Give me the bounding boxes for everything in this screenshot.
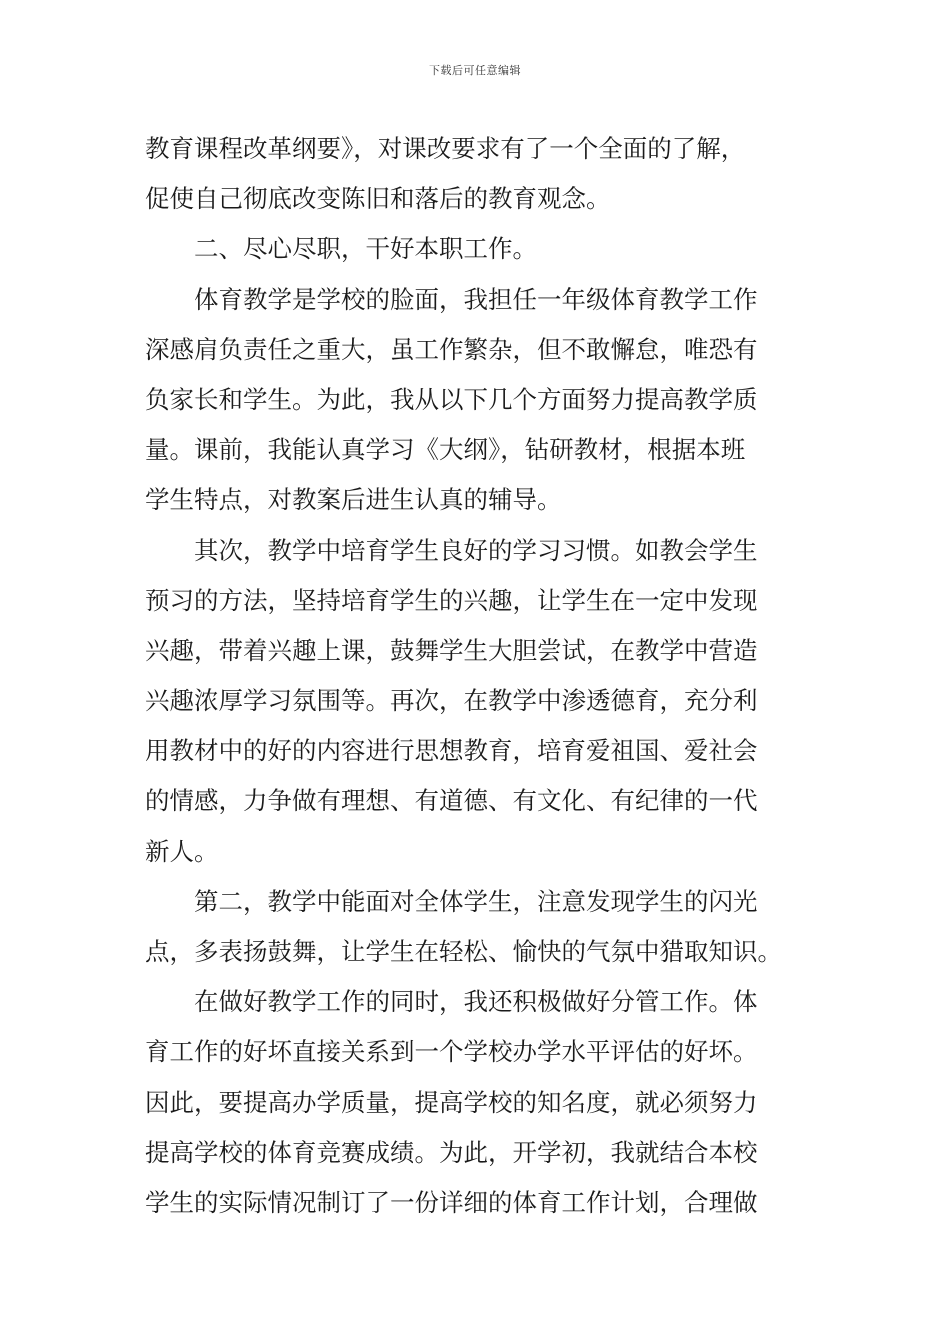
text-line: 兴趣，带着兴趣上课，鼓舞学生大胆尝试，在教学中营造: [145, 635, 758, 665]
text-line: 兴趣浓厚学习氛围等。再次，在教学中渗透德育，充分利: [145, 686, 758, 716]
text-line: 提高学校的体育竞赛成绩。为此，开学初，我就结合本校: [145, 1137, 758, 1167]
text-line: 体育教学是学校的脸面，我担任一年级体育教学工作: [194, 284, 758, 314]
text-line: 负家长和学生。为此，我从以下几个方面努力提高教学质: [145, 384, 758, 414]
document-body: [145, 124, 810, 1228]
page-header-note: 下载后可任意编辑: [429, 64, 521, 77]
text-line: 学生特点，对教案后进生认真的辅导。: [145, 485, 562, 515]
text-line: 其次，教学中培育学生良好的学习习惯。如教会学生: [194, 535, 758, 565]
text-line: 二、尽心尽职，干好本职工作。: [194, 234, 537, 264]
text-line: 学生的实际情况制订了一份详细的体育工作计划，合理做: [145, 1187, 758, 1217]
text-line: 深感肩负责任之重大，虽工作繁杂，但不敢懈怠，唯恐有: [145, 334, 758, 364]
text-line: 因此，要提高办学质量，提高学校的知名度，就必须努力: [145, 1087, 758, 1117]
text-line: 用教材中的好的内容进行思想教育，培育爱祖国、爱社会: [145, 736, 758, 766]
text-line: 量。课前，我能认真学习《大纲》，钻研教材，根据本班: [145, 435, 746, 465]
text-line: 点，多表扬鼓舞，让学生在轻松、愉快的气氛中猎取知识。: [145, 937, 782, 966]
text-line: 教育课程改革纲要》，对课改要求有了一个全面的了解，: [145, 134, 746, 163]
text-line: 预习的方法，坚持培育学生的兴趣，让学生在一定中发现: [145, 585, 758, 615]
text-line: 在做好教学工作的同时，我还积极做好分管工作。体: [194, 987, 758, 1017]
text-line: 促使自己彻底改变陈旧和落后的教育观念。: [145, 184, 611, 214]
text-line: 育工作的好坏直接关系到一个学校办学水平评估的好坏。: [145, 1037, 758, 1067]
text-line: 的情感，力争做有理想、有道德、有文化、有纪律的一代: [145, 786, 758, 816]
text-line: 第二，教学中能面对全体学生，注意发现学生的闪光: [194, 886, 758, 916]
text-line: 新人。: [145, 836, 219, 866]
